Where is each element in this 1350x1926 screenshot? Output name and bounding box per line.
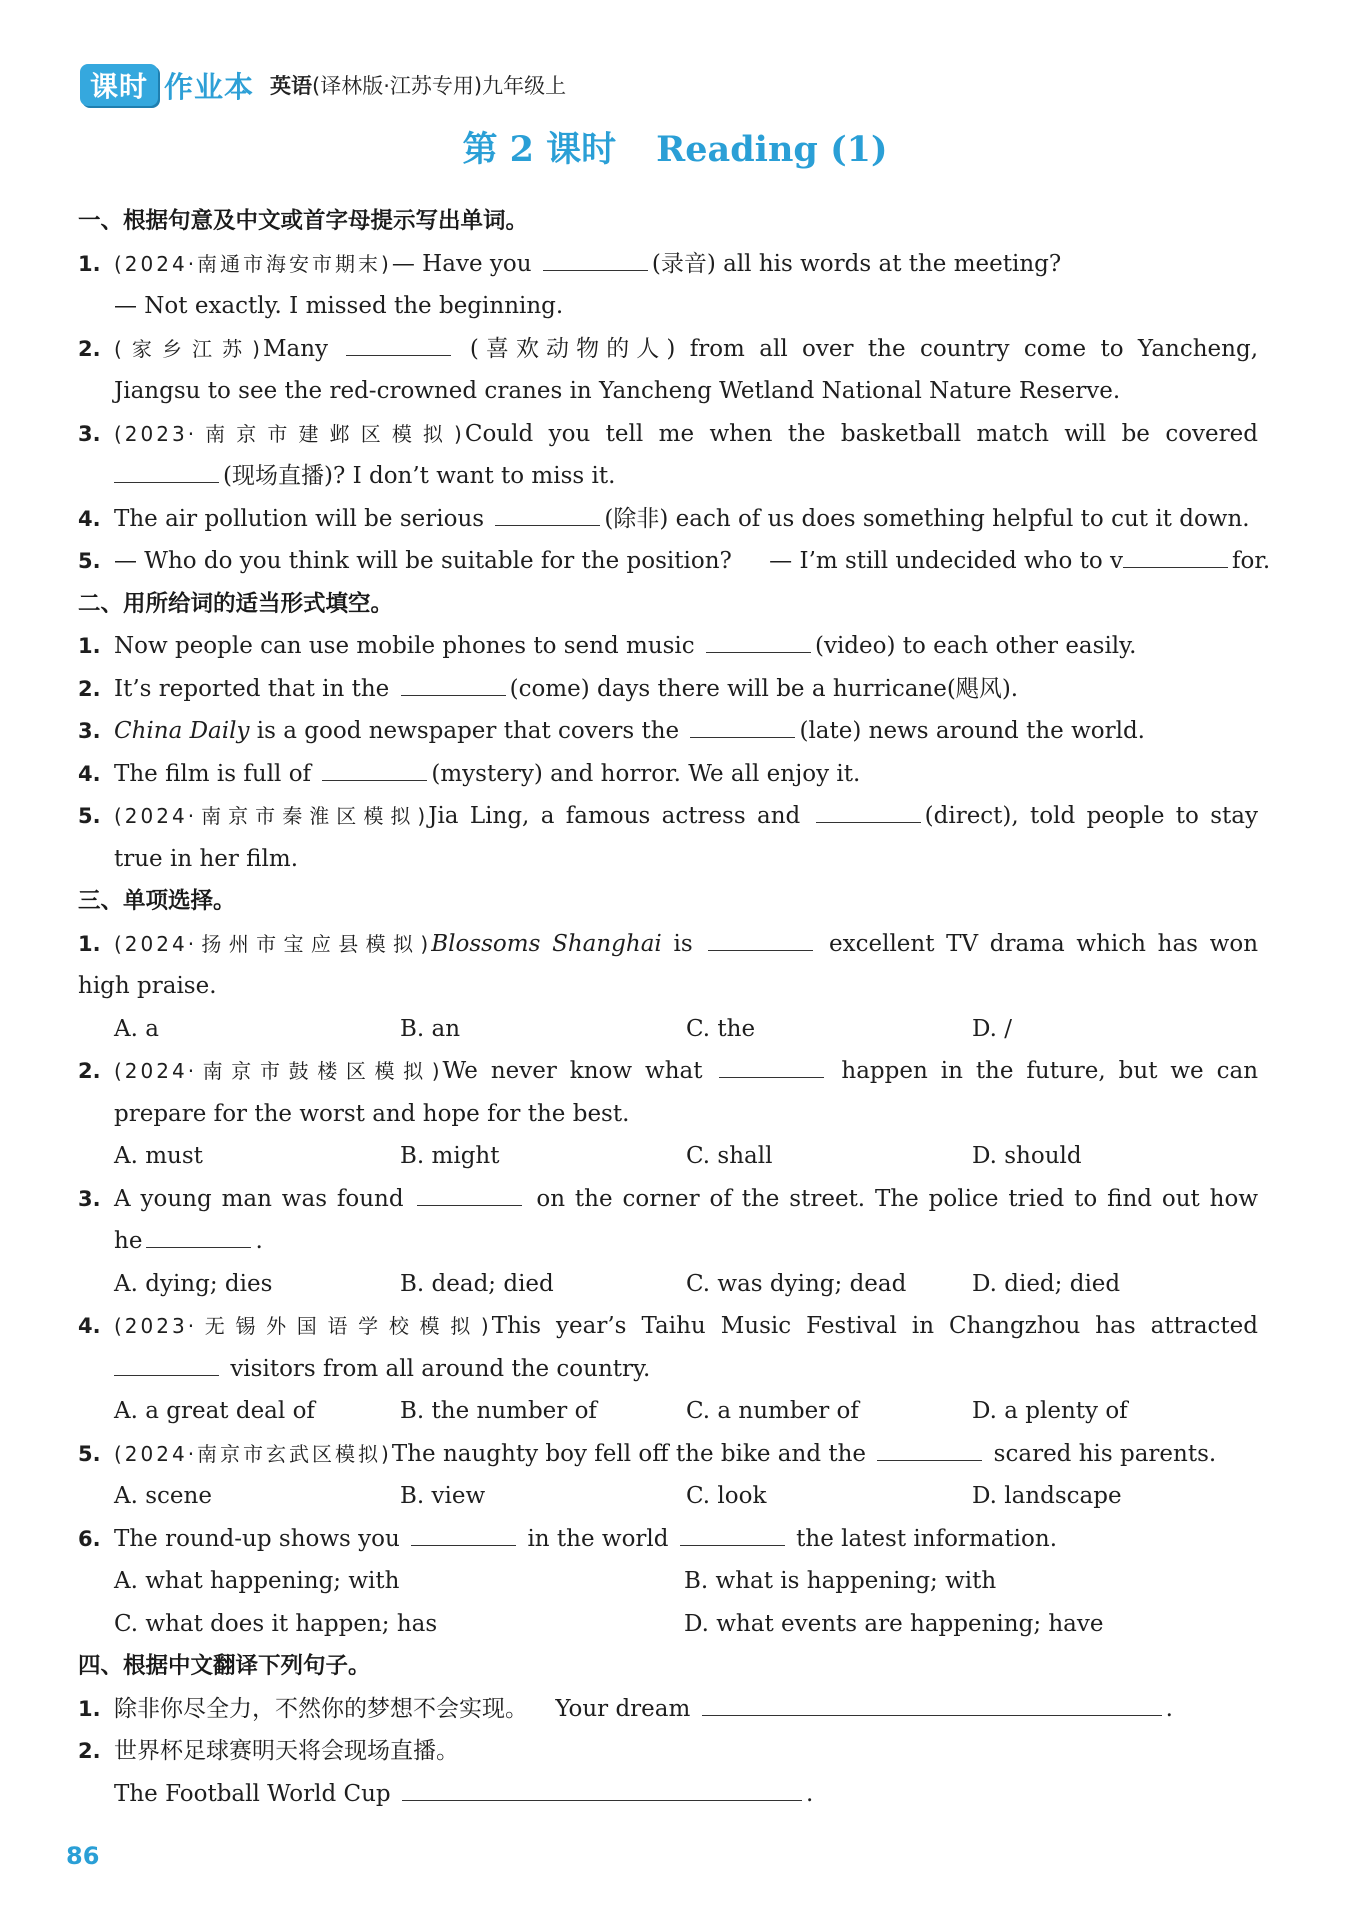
question-3-5-options [78,1475,1258,1518]
answer-blank[interactable] [417,1179,522,1206]
option-d[interactable]: D. a plenty of [972,1398,1128,1424]
question-3-1-options [78,1008,1258,1051]
answer-blank[interactable] [719,1051,824,1078]
option-b[interactable]: B. dead; died [400,1270,554,1297]
book-header [80,62,566,108]
question-1-5: 5. — Who do you think will be suitable for the position? — I’m still undecided who to v for. [78,540,1258,583]
question-1-3-cont: (现场直播)? I don’t want to miss it. [78,455,1258,498]
answer-blank[interactable] [401,669,506,696]
option-c[interactable]: C. look [686,1483,767,1509]
question-3-1-cont: high praise. [78,973,217,999]
option-c[interactable]: C. what does it happen; has [114,1610,438,1637]
translation-blank[interactable] [702,1689,1162,1716]
question-3-6-options-row1 [78,1560,1258,1603]
section-2-heading: 二、用所给词的适当形式填空。 [78,590,394,617]
option-a[interactable]: A. must [114,1143,203,1169]
option-b[interactable]: B. an [400,1015,461,1042]
option-b[interactable]: B. the number of [400,1398,597,1424]
question-3-1: 1. (2024·扬州市宝应县模拟)Blossoms Shanghai is excellent TV drama which has won [78,923,1258,966]
question-3-2-options [78,1135,1258,1178]
option-a[interactable]: A. dying; dies [114,1270,273,1297]
answer-blank[interactable] [816,796,921,823]
option-a[interactable]: A. scene [114,1483,212,1509]
answer-blank[interactable] [708,924,813,951]
option-c[interactable]: C. shall [686,1143,773,1169]
question-3-2: 2. (2024·南京市鼓楼区模拟)We never know what happen in the future, but we can [78,1050,1258,1093]
option-a[interactable]: A. a [114,1015,159,1042]
answer-blank[interactable] [680,1519,785,1546]
question-4-1: 1. 除非你尽全力，不然你的梦想不会实现。 Your dream . [78,1688,1258,1731]
option-c[interactable]: C. was dying; dead [686,1270,907,1297]
translation-blank[interactable] [402,1774,802,1801]
option-d[interactable]: D. landscape [972,1483,1122,1509]
question-3-4-options [78,1390,1258,1433]
section-4-heading: 四、根据中文翻译下列句子。 [78,1653,371,1679]
answer-blank[interactable] [411,1519,516,1546]
question-3-3-cont: he . [78,1220,1258,1263]
question-1-1: 1. (2024·南通市海安市期末)— Have you (录音) all his words at the meeting? [78,243,1258,286]
question-2-5: 5. (2024·南京市秦淮区模拟)Jia Ling, a famous actress and (direct), told people to stay [78,795,1258,838]
option-a[interactable]: A. what happening; with [114,1568,400,1594]
answer-blank[interactable] [322,754,427,781]
answer-blank[interactable] [495,499,600,526]
brand-logo: 课时 [80,64,158,106]
question-2-4: 4. The film is full of (mystery) and horror. We all enjoy it. [78,753,1258,796]
page-number: 86 [66,1842,100,1870]
option-a[interactable]: A. a great deal of [114,1398,315,1424]
question-3-2-cont: prepare for the worst and hope for the best. [114,1100,630,1127]
question-3-6-options-row2 [78,1603,1258,1646]
question-1-2: 2. (家乡江苏)Many (喜欢动物的人) from all over the country come to Yancheng, [78,328,1258,371]
option-d[interactable]: D. what events are happening; have [684,1610,1104,1637]
option-d[interactable]: D. died; died [972,1270,1121,1297]
exercise-content [78,200,1271,1815]
subject-info: 英语(译林版·江苏专用)九年级上 [270,74,567,98]
section-3-heading: 三、单项选择。 [78,888,236,914]
answer-blank[interactable] [1123,541,1228,568]
answer-blank[interactable] [114,456,219,483]
section-1-heading: 一、根据句意及中文或首字母提示写出单词。 [78,208,529,234]
question-1-1-cont: — Not exactly. I missed the beginning. [114,293,564,319]
answer-blank[interactable] [346,329,451,356]
question-4-2-cont: The Football World Cup . [78,1773,1258,1816]
question-1-3: 3. (2023·南京市建邺区模拟)Could you tell me when the basketball match will be covered [78,420,1258,447]
option-d[interactable]: D. should [972,1143,1082,1169]
question-3-6: 6. The round-up shows you in the world the latest information. [78,1518,1258,1561]
answer-blank[interactable] [114,1349,219,1376]
question-2-3: 3. China Daily is a good newspaper that covers the (late) news around the world. [78,710,1258,753]
question-1-2-cont: Jiangsu to see the red-crowned cranes in Yancheng Wetland National Nature Reserve. [114,378,1121,404]
answer-blank[interactable] [706,626,811,653]
question-2-2: 2. It’s reported that in the (come) days there will be a hurricane(飓风). [78,668,1258,711]
question-3-4-cont: visitors from all around the country. [78,1348,1258,1391]
answer-blank[interactable] [690,711,795,738]
brand-name: 作业本 [164,69,255,104]
question-4-2: 2. 世界杯足球赛明天将会现场直播。 [78,1738,459,1764]
option-c[interactable]: C. the [686,1015,756,1042]
question-3-3-options [78,1263,1258,1306]
question-3-5: 5. (2024·南京市玄武区模拟)The naughty boy fell off the bike and the scared his parents. [78,1433,1258,1476]
question-1-4: 4. The air pollution will be serious (除非) each of us does something helpful to cut it down. [78,498,1258,541]
answer-blank[interactable] [877,1434,982,1461]
option-b[interactable]: B. might [400,1143,500,1169]
option-c[interactable]: C. a number of [686,1398,859,1424]
option-b[interactable]: B. what is happening; with [684,1568,997,1594]
option-d[interactable]: D. / [972,1015,1012,1042]
option-b[interactable]: B. view [400,1483,486,1509]
question-3-4: 4. (2023·无锡外国语学校模拟)This year’s Taihu Music Festival in Changzhou has attracted [78,1313,1258,1339]
answer-blank[interactable] [146,1221,251,1248]
question-2-1: 1. Now people can use mobile phones to send music (video) to each other easily. [78,625,1258,668]
question-2-5-cont: true in her film. [114,845,298,872]
lesson-title: 第 2 课时 Reading (1) [462,129,888,170]
answer-blank[interactable] [543,244,648,271]
question-3-3: 3. A young man was found on the corner of the street. The police tried to find out how [78,1178,1258,1221]
